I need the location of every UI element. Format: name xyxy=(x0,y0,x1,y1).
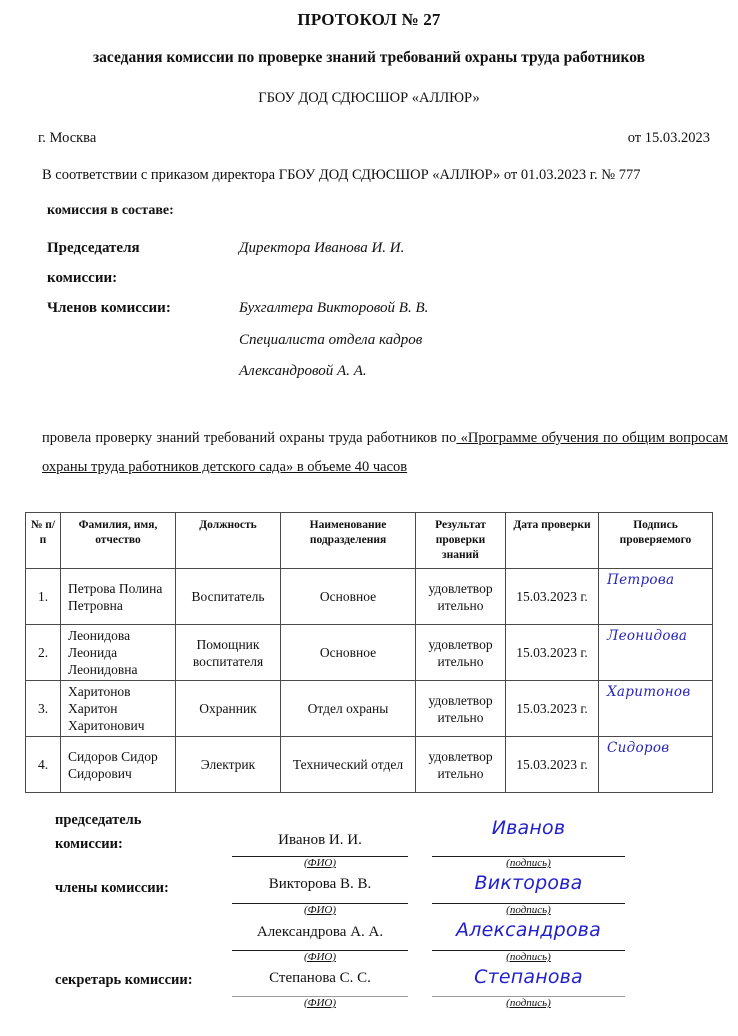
handwritten-signature-secretary: Степанова xyxy=(474,966,583,988)
column-header-date: Дата проверки xyxy=(506,513,599,569)
cell-result: удовлетвор ительно xyxy=(416,569,506,625)
cell-position: Электрик xyxy=(176,737,281,793)
table-header-row xyxy=(26,513,713,569)
document-date: от 15.03.2023 xyxy=(627,130,710,146)
cell-signature: Петрова xyxy=(599,569,713,625)
table-row xyxy=(26,569,713,625)
signature-name-member-2: Александрова А. А. xyxy=(256,924,384,940)
cell-result: удовлетвор ительно xyxy=(416,737,506,793)
column-header-result: Результат проверки знаний xyxy=(416,513,506,569)
cell-fullname: Харитонов Харитон Харитонович xyxy=(61,681,176,737)
signature-role-chair-line2: комиссии: xyxy=(55,836,123,852)
signature-name-member-1: Викторова В. В. xyxy=(268,876,372,892)
chair-label-line2: комиссии: xyxy=(47,270,118,286)
signature-caption-fio-chair: (ФИО) xyxy=(303,857,337,869)
signature-role-secretary: секретарь комиссии: xyxy=(55,972,193,988)
cell-position: Охранник xyxy=(176,681,281,737)
signature-role-chair-line1: председатель xyxy=(55,812,142,828)
table-row xyxy=(26,625,713,681)
page-title: ПРОТОКОЛ № 27 xyxy=(297,10,441,29)
chair-name: Директора Иванова И. И. xyxy=(239,240,405,256)
signature-name-secretary: Степанова С. С. xyxy=(269,970,371,986)
column-header-number: № п/п xyxy=(26,513,61,569)
signature-caption-podpis-member-2: (подпись) xyxy=(506,951,551,963)
cell-department: Технический отдел xyxy=(281,737,416,793)
cell-department: Отдел охраны xyxy=(281,681,416,737)
cell-signature: Харитонов xyxy=(599,681,713,737)
handwritten-signature-member-2: Александрова xyxy=(456,919,601,941)
cell-fullname: Леонидова Леонида Леонидовна xyxy=(61,625,176,681)
members-label: Членов комиссии: xyxy=(47,300,171,316)
column-header-signature: Подпись проверяемого xyxy=(599,513,713,569)
member-name-2: Специалиста отдела кадров xyxy=(239,332,423,348)
signature-caption-podpis-secretary: (подпись) xyxy=(506,997,551,1009)
column-header-position: Должность xyxy=(176,513,281,569)
cell-signature: Леонидова xyxy=(599,625,713,681)
signature-caption-fio-secretary: (ФИО) xyxy=(303,997,337,1009)
handwritten-signature-chair: Иванов xyxy=(491,817,566,839)
cell-date: 15.03.2023 г. xyxy=(506,569,599,625)
signature-role-members: члены комиссии: xyxy=(55,880,169,896)
signature-caption-podpis-chair: (подпись) xyxy=(506,857,551,869)
program-lead-text: провела проверку знаний требований охраны труда работников по xyxy=(42,430,457,446)
cell-date: 15.03.2023 г. xyxy=(506,681,599,737)
organization-name: ГБОУ ДОД СДЮСШОР «АЛЛЮР» xyxy=(258,90,480,106)
column-header-department: Наименование подразделения xyxy=(281,513,416,569)
cell-date: 15.03.2023 г. xyxy=(506,625,599,681)
cell-number: 3. xyxy=(26,681,61,737)
composition-intro-line: комиссия в составе: xyxy=(47,203,174,218)
cell-number: 1. xyxy=(26,569,61,625)
knowledge-check-table xyxy=(25,512,713,793)
program-underlined-text: «Программе обучения по общим вопросам охраны труда работников детского сада» в объеме 40 часов xyxy=(42,430,728,475)
signature-caption-fio-member-1: (ФИО) xyxy=(303,904,337,916)
signature-block xyxy=(0,806,738,1036)
table-row xyxy=(26,681,713,737)
cell-department: Основное xyxy=(281,625,416,681)
cell-fullname: Сидоров Сидор Сидорович xyxy=(61,737,176,793)
document-subtitle: заседания комиссии по проверке знаний требований охраны труда работников xyxy=(92,49,646,66)
cell-position: Помощник воспитателя xyxy=(176,625,281,681)
cell-department: Основное xyxy=(281,569,416,625)
table-row xyxy=(26,737,713,793)
program-paragraph xyxy=(42,424,728,482)
cell-number: 2. xyxy=(26,625,61,681)
cell-result: удовлетвор ительно xyxy=(416,625,506,681)
cell-number: 4. xyxy=(26,737,61,793)
cell-fullname: Петрова Полина Петровна xyxy=(61,569,176,625)
cell-date: 15.03.2023 г. xyxy=(506,737,599,793)
order-reference-line: В соответствии с приказом директора ГБОУ ДОД СДЮСШОР «АЛЛЮР» от 01.03.2023 г. № 777 xyxy=(42,167,641,183)
cell-result: удовлетвор ительно xyxy=(416,681,506,737)
cell-signature: Сидоров xyxy=(599,737,713,793)
city-label: г. Москва xyxy=(38,130,97,146)
signature-name-chair: Иванов И. И. xyxy=(278,832,362,848)
signature-caption-fio-member-2: (ФИО) xyxy=(303,951,337,963)
signature-caption-podpis-member-1: (подпись) xyxy=(506,904,551,916)
handwritten-signature-member-1: Викторова xyxy=(474,872,583,894)
column-header-fullname: Фамилия, имя, отчество xyxy=(61,513,176,569)
member-name-3: Александровой А. А. xyxy=(239,363,367,379)
cell-position: Воспитатель xyxy=(176,569,281,625)
chair-label-line1: Председателя xyxy=(47,240,140,256)
member-name-1: Бухгалтера Викторовой В. В. xyxy=(239,300,429,316)
